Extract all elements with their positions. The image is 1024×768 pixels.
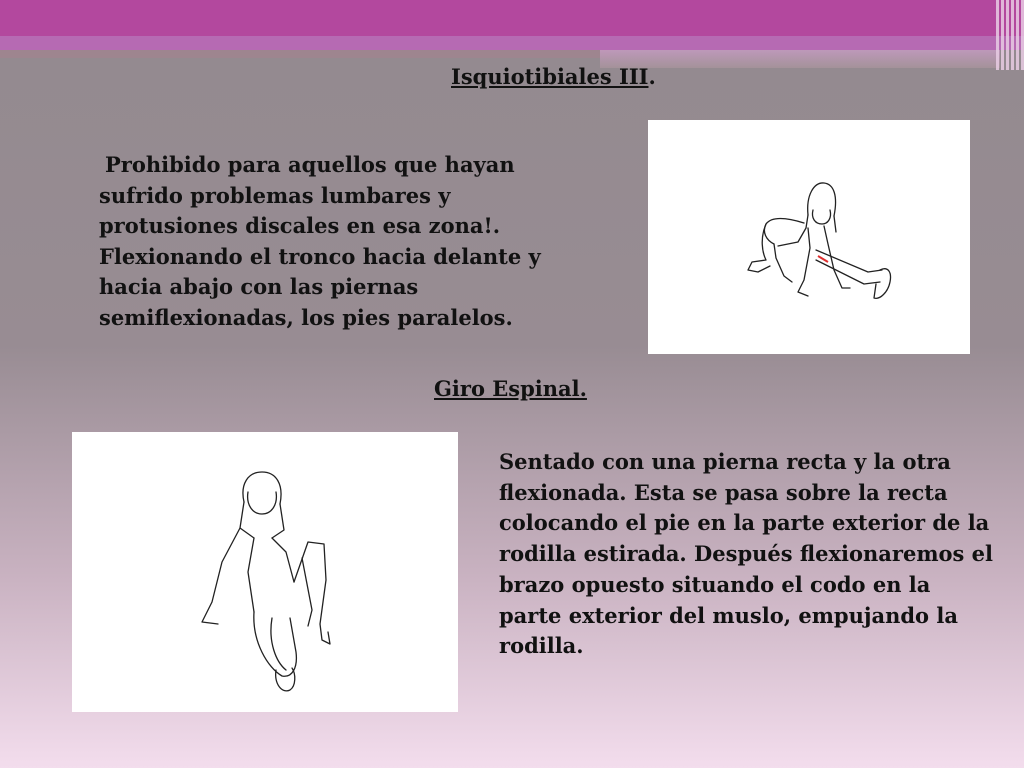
heading-giro-espinal: Giro Espinal. <box>434 376 587 401</box>
paragraph-giro-espinal: Sentado con una pierna recta y la otra flexionada. Esta se pasa sobre la recta colocando el pie en la parte exterior de la rodilla estirada. Después flexionaremos el brazo opuesto situando el codo en la parte exterior del muslo, empujando la rodilla. <box>499 449 994 659</box>
top-shadow-right <box>600 50 1000 68</box>
illustration-spinal-twist <box>72 432 458 712</box>
top-decorative-band-secondary <box>0 36 1024 50</box>
corner-stripes <box>994 0 1024 70</box>
top-shadow-left <box>0 50 610 58</box>
illustration-hamstring-stretch <box>648 120 970 354</box>
paragraph-isquiotibiales: Prohibido para aquellos que hayan sufrido problemas lumbares y protusiones discales en esa zona!. Flexionando el tronco hacia delante y hacia abajo con las piernas semiflexionadas, los pies paralelos. <box>99 152 541 330</box>
heading-isquiotibiales: Isquiotibiales III. <box>451 64 656 89</box>
top-decorative-band <box>0 0 1024 36</box>
